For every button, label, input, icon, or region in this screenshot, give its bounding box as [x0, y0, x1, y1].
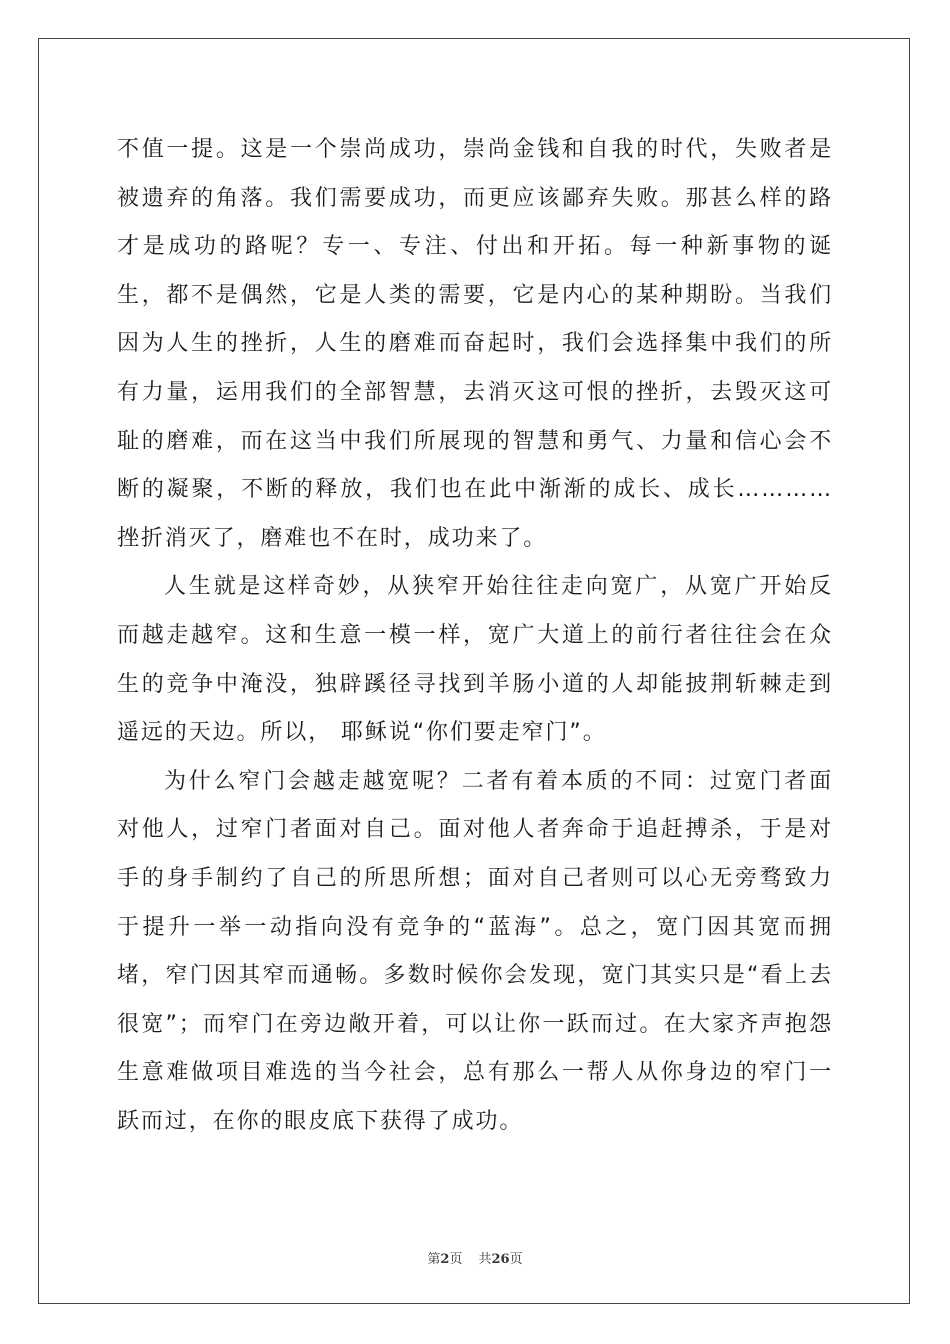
page-number: 2	[440, 1252, 450, 1267]
page-footer	[0, 1248, 950, 1267]
document-body	[117, 126, 833, 1146]
page-suffix: 页	[449, 1252, 463, 1267]
paragraph-2: 人生就是这样奇妙，从狭窄开始往往走向宽广，从宽广开始反而越走越窄。这和生意一模一样，宽广大道上的前行者往往会在众生的竞争中淹没，独辟蹊径寻找到羊肠小道的人却能披荆斩棘走到遥远的天边。所以， 耶稣说“你们要走窄门”。	[117, 574, 833, 746]
page-prefix: 第	[427, 1252, 441, 1267]
total-prefix: 共	[478, 1252, 492, 1267]
total-pages: 26	[491, 1252, 510, 1267]
total-suffix: 页	[509, 1252, 523, 1267]
paragraph-1: 不值一提。这是一个崇尚成功，崇尚金钱和自我的时代，失败者是被遗弃的角落。我们需要成功，而更应该鄙弃失败。那甚么样的路才是成功的路呢？专一、专注、付出和开拓。每一种新事物的诞生，都不是偶然，它是人类的需要，它是内心的某种期盼。当我们因为人生的挫折，人生的磨难而奋起时，我们会选择集中我们的所有力量，运用我们的全部智慧，去消灭这可恨的挫折，去毁灭这可耻的磨难，而在这当中我们所展现的智慧和勇气、力量和信心会不断的凝聚，不断的释放，我们也在此中渐渐的成长、成长…………挫折消灭了，磨难也不在时，成功来了。	[117, 137, 833, 551]
paragraph-3: 为什么窄门会越走越宽呢？二者有着本质的不同：过宽门者面对他人，过窄门者面对自己。面对他人者奔命于追赶搏杀，于是对手的身手制约了自己的所思所想；面对自己者则可以心无旁骛致力于提升一举一动指向没有竞争的“蓝海”。总之，宽门因其宽而拥堵，窄门因其窄而通畅。多数时候你会发现，宽门其实只是“看上去很宽”；而窄门在旁边敞开着，可以让你一跃而过。在大家齐声抱怨生意难做项目难选的当今社会，总有那么一帮人从你身边的窄门一跃而过，在你的眼皮底下获得了成功。	[117, 768, 833, 1134]
